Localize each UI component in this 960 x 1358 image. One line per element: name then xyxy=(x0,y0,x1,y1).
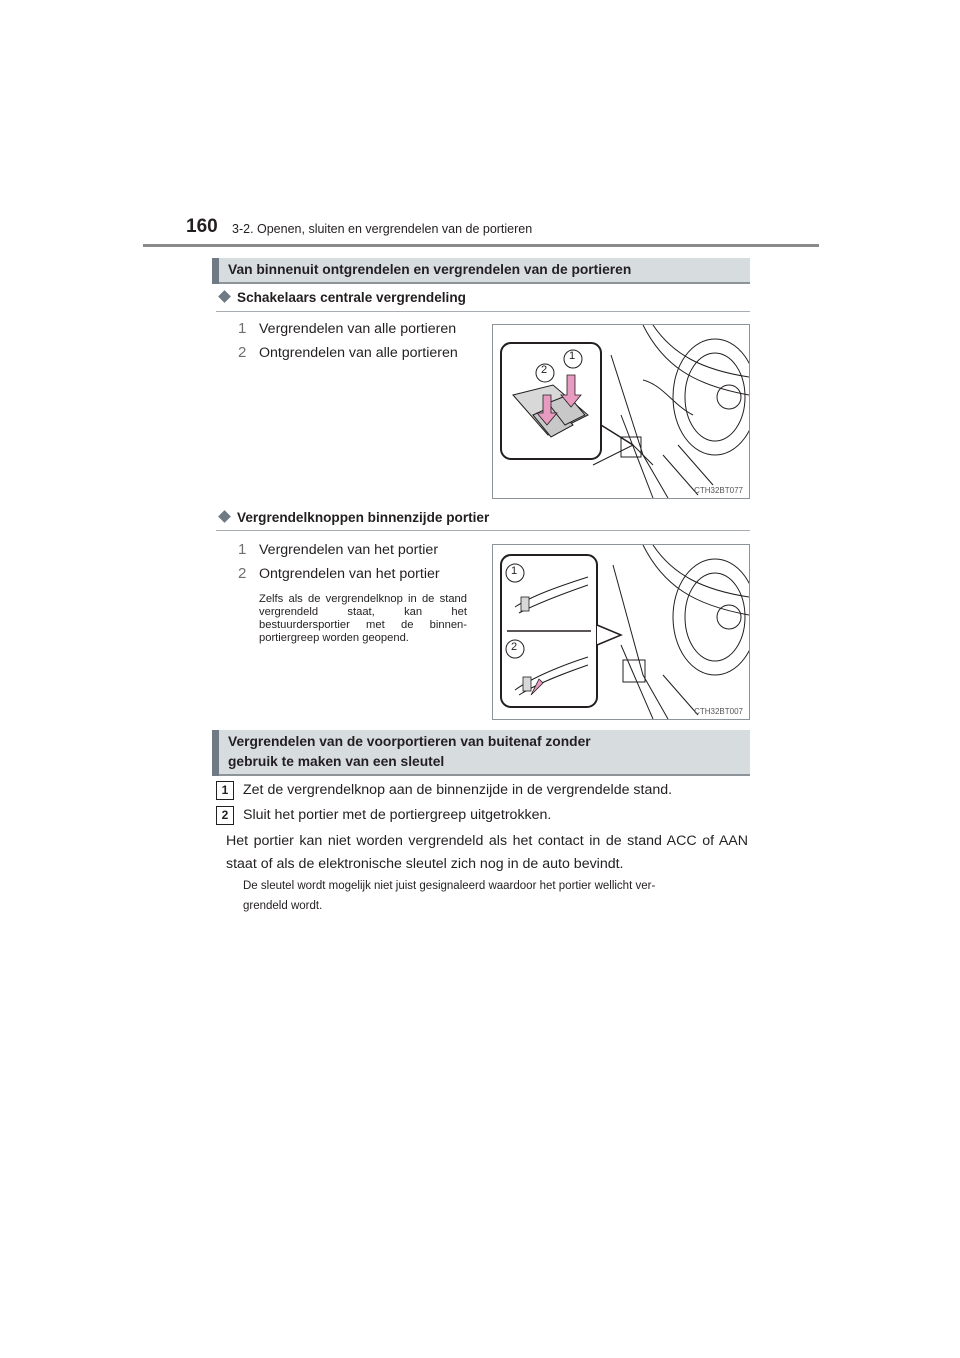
step-text: Zet de vergrendelknop aan de binnenzijde in de vergrendelde stand. xyxy=(243,782,673,798)
door-illustration xyxy=(493,545,749,719)
item-text: Ontgrendelen van het portier xyxy=(259,566,440,582)
paragraph: Het portier kan niet worden vergrendeld als het contact in de stand ACC of AAN staat of als de elektronische sleutel zich nog in de auto bevindt. xyxy=(226,833,748,872)
page-number: 160 xyxy=(186,216,218,237)
item-number: 2 xyxy=(238,565,247,582)
item-text: Ontgrendelen van alle portieren xyxy=(259,345,458,361)
section-title-line1: Vergrendelen van de voorportieren van buitenaf zonder xyxy=(228,734,591,749)
subheading-text: Vergrendelknoppen binnenzijde portier xyxy=(237,510,490,525)
dashboard-illustration xyxy=(493,325,749,498)
note-line: grendeld wordt. xyxy=(243,900,323,912)
item-text: Vergrendelen van het portier xyxy=(259,542,439,558)
subheading-text: Schakelaars centrale vergrendeling xyxy=(237,290,466,305)
header-rule xyxy=(143,244,819,247)
callout-label: 2 xyxy=(511,641,518,653)
item-number: 1 xyxy=(238,320,247,337)
step-number: 2 xyxy=(216,806,234,825)
callout-label: 1 xyxy=(511,565,518,577)
item-text: Vergrendelen van alle portieren xyxy=(259,321,457,337)
subheading-central-locking xyxy=(216,290,466,305)
section-heading-lock-outside-without-key xyxy=(212,730,750,776)
step-number: 1 xyxy=(216,781,234,800)
section-heading-unlock-lock-inside xyxy=(212,258,750,284)
callout-label: 1 xyxy=(569,350,576,362)
running-title: 3-2. Openen, sluiten en vergrendelen van de portieren xyxy=(232,222,533,236)
item-number: 2 xyxy=(238,344,247,361)
note-text: Zelfs als de vergrendelknop in de stand vergrendeld staat, kan het bestuurdersportier met de binnen-portiergreep worden geopend. xyxy=(259,593,467,644)
subheading-inside-lock-buttons xyxy=(216,510,489,525)
figure-inside-lock-button xyxy=(492,544,750,720)
section-title: Van binnenuit ontgrendelen en vergrendelen van de portieren xyxy=(228,262,632,277)
diamond-icon xyxy=(218,510,231,523)
diamond-icon xyxy=(218,290,231,303)
subheading-rule xyxy=(216,311,750,312)
item-number: 1 xyxy=(238,541,247,558)
section-title-line2: gebruik te maken van een sleutel xyxy=(228,754,445,769)
note-line: De sleutel wordt mogelijk niet juist gesignaleerd waardoor het portier wellicht ver- xyxy=(243,880,656,892)
figure-code: CTH32BT077 xyxy=(694,486,743,495)
figure-code: CTH32BT007 xyxy=(694,707,743,716)
step-text: Sluit het portier met de portiergreep uitgetrokken. xyxy=(243,807,552,823)
section-tab xyxy=(212,258,219,284)
figure-central-locking-switch xyxy=(492,324,750,499)
subheading-rule xyxy=(216,530,750,531)
section-tab xyxy=(212,730,219,776)
callout-label: 2 xyxy=(541,364,548,376)
